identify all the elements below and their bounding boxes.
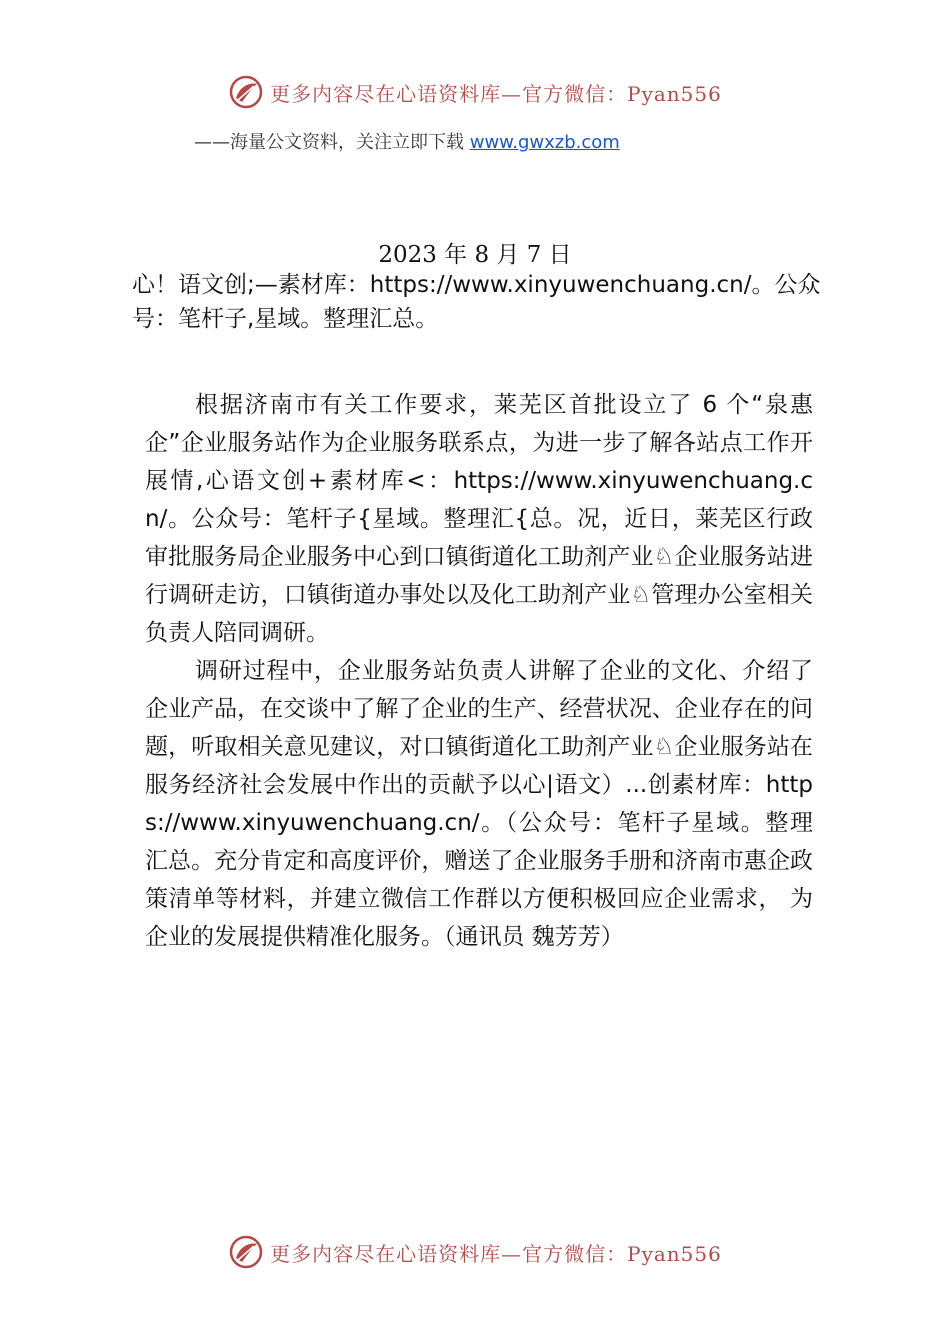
header-banner xyxy=(0,72,950,112)
document-date: 2023 年 8 月 7 日 xyxy=(378,242,572,268)
brand-logo-icon xyxy=(228,1234,264,1270)
footer-banner-text: 更多内容尽在心语资料库—官方微信：Pyan556 xyxy=(270,1241,722,1266)
download-note-text: ——海量公文资料，关注立即下载 xyxy=(194,132,470,153)
brand-logo-icon xyxy=(228,74,264,110)
body-paragraph-2: 调研过程中，企业服务站负责人讲解了企业的文化、介绍了企业产品，在交谈中了解了企业的生产、经营状况、企业存在的问题，听取相关意见建议，对口镇街道化工助剂产业♘企业服务站在服务经济社会发展中作出的贡献予以心|语文）...创素材库：https://www.xinyuwenchuang.cn/。（公众号：笔杆子星域。整理汇总。充分肯定和高度评价，赠送了企业服务手册和济南市惠企政策清单等材料，并建立微信工作群以方便积极回应企业需求， 为企业的发展提供精准化服务。（通讯员 魏芳芳） xyxy=(145,658,813,950)
download-note xyxy=(194,128,620,154)
download-link[interactable]: www.gwxzb.com xyxy=(469,132,620,153)
header-banner-text: 更多内容尽在心语资料库—官方微信：Pyan556 xyxy=(270,81,722,106)
body-paragraph-1: 根据济南市有关工作要求，莱芜区首批设立了 6 个“泉惠企”企业服务站作为企业服务联系点，为进一步了解各站点工作开展情,心语文创+素材库<：https://www.xinyuwenchuang.cn/。公众号：笔杆子{星域。整理汇{总。况，近日，莱芜区行政审批服务局企业服务中心到口镇街道化工助剂产业♘企业服务站进行调研走访，口镇街道办事处以及化工助剂产业♘管理办公室相关负责人陪同调研。 xyxy=(145,392,813,646)
footer-banner xyxy=(0,1232,950,1272)
intro-text: 心！语文创;—素材库：https://www.xinyuwenchuang.cn/。公众号：笔杆子,星域。整理汇总。 xyxy=(132,272,821,332)
